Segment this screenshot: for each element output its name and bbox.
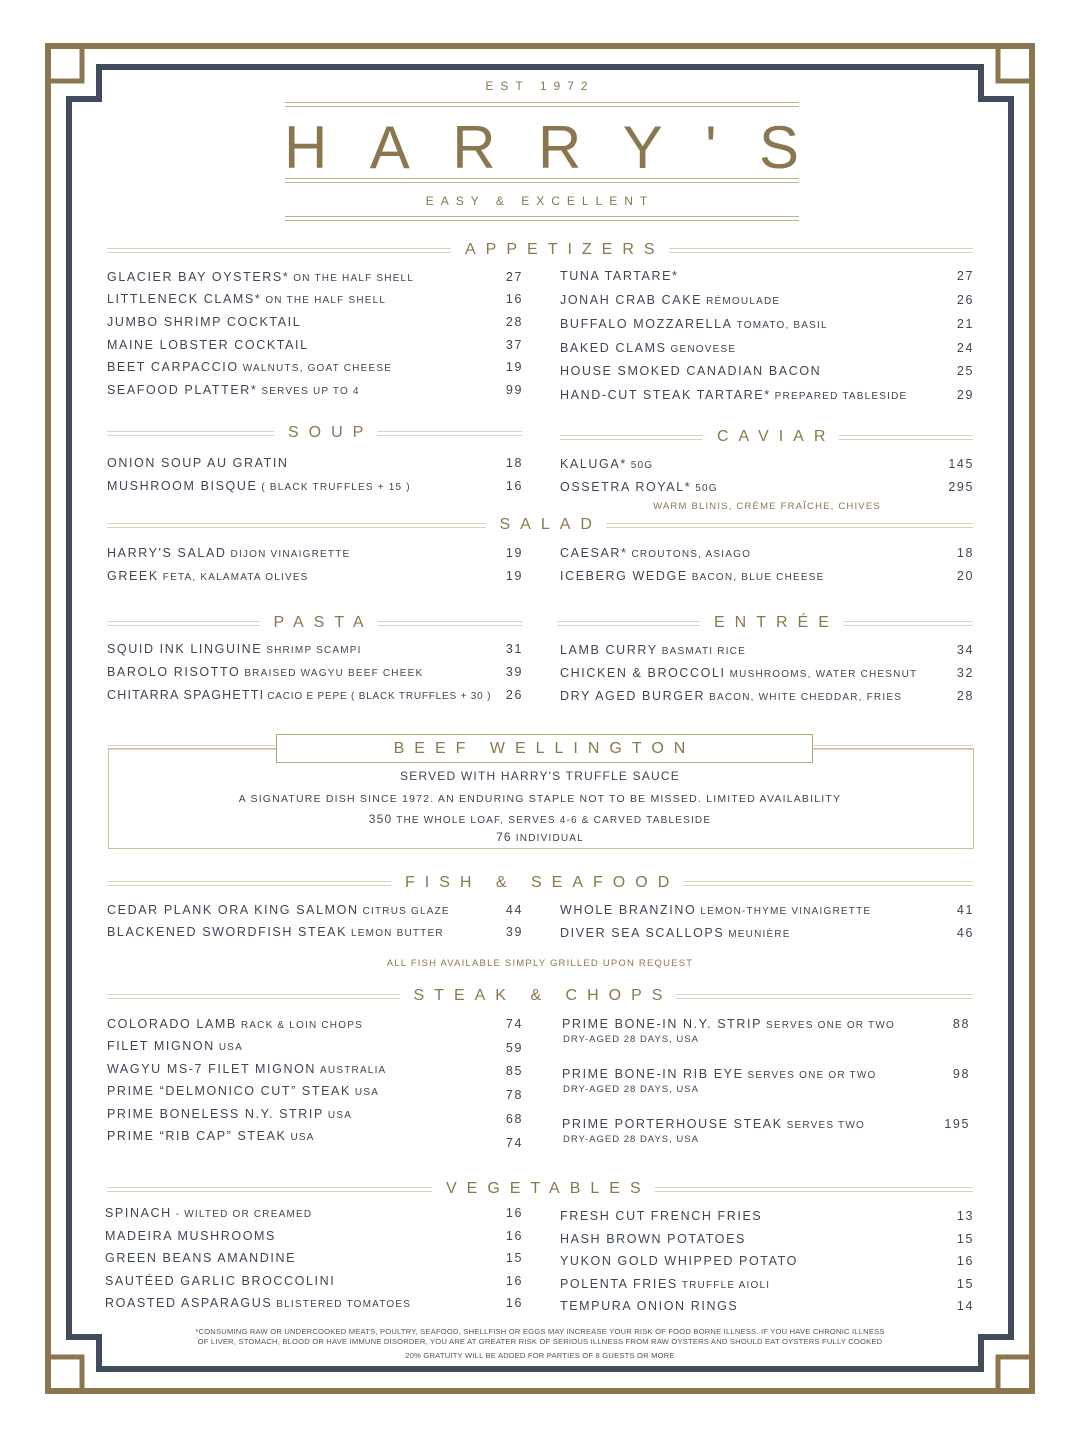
item-price: 99 <box>505 383 523 397</box>
menu-item <box>107 479 523 497</box>
menu-item <box>107 569 523 587</box>
divider <box>285 102 799 107</box>
item-label <box>107 383 360 397</box>
item-description: GENOVESE <box>670 344 737 355</box>
item-description: - WILTED OR CREAMED <box>175 1209 313 1220</box>
item-price: 15 <box>956 1277 974 1291</box>
item-description: SERVES TWO <box>786 1120 865 1131</box>
menu-item <box>560 1277 974 1295</box>
item-name: MADEIRA MUSHROOMS <box>105 1229 276 1243</box>
item-description: ON THE HALF SHELL <box>293 273 415 284</box>
item-label <box>560 364 821 378</box>
item-label <box>107 315 301 329</box>
menu-item <box>107 1129 523 1150</box>
item-subtext: DRY-AGED 28 DAYS, USA <box>563 1134 699 1145</box>
divider <box>107 523 486 528</box>
item-description: DIJON VINAIGRETTE <box>230 549 351 560</box>
menu-item <box>560 666 974 684</box>
divider <box>683 881 973 886</box>
beef-wellington-title: BEEF WELLINGTON <box>276 734 813 763</box>
section-title: SOUP <box>288 424 374 441</box>
item-label <box>105 1206 312 1220</box>
item-description: LEMON-THYME VINAIGRETTE <box>700 906 872 917</box>
menu-item <box>562 1067 970 1095</box>
item-description: FETA, KALAMATA OLIVES <box>162 572 309 583</box>
item-price: 34 <box>956 643 974 657</box>
divider <box>606 523 973 528</box>
item-description: BACON, BLUE CHEESE <box>691 572 825 583</box>
menu-item <box>560 480 974 498</box>
item-label <box>107 925 444 939</box>
item-price: 29 <box>956 388 974 402</box>
section-title: PASTA <box>273 614 374 631</box>
item-description: CROUTONS, ASIAGO <box>631 549 752 560</box>
item-label <box>107 479 411 493</box>
item-price: 39 <box>505 665 523 679</box>
item-description: BRAISED WAGYU BEEF CHEEK <box>244 668 424 679</box>
item-label <box>560 643 746 657</box>
item-price: 85 <box>505 1064 523 1078</box>
item-name: SPINACH <box>105 1206 172 1220</box>
divider <box>285 178 799 183</box>
item-price: 98 <box>952 1067 970 1081</box>
item-name: MAINE LOBSTER COCKTAIL <box>107 338 309 352</box>
item-name: PRIME “DELMONICO CUT” STEAK <box>107 1084 351 1098</box>
menu-item <box>107 688 523 706</box>
item-price: 19 <box>505 569 523 583</box>
item-name: HASH BROWN POTATOES <box>560 1232 746 1246</box>
item-description: CITRUS GLAZE <box>362 906 450 917</box>
menu-item <box>560 643 974 661</box>
item-name: WHOLE BRANZINO <box>560 903 697 917</box>
item-price: 37 <box>505 338 523 352</box>
item-price: 32 <box>956 666 974 680</box>
menu-item <box>560 1254 974 1272</box>
item-price: 14 <box>956 1299 974 1313</box>
item-name: FRESH CUT FRENCH FRIES <box>560 1209 763 1223</box>
item-label <box>560 546 751 560</box>
divider <box>560 435 703 440</box>
item-price: 31 <box>505 642 523 656</box>
item-label <box>560 1232 746 1246</box>
item-name: BAROLO RISOTTO <box>107 665 241 679</box>
menu-item <box>560 317 974 335</box>
menu-item <box>107 903 523 921</box>
item-name: BAKED CLAMS <box>560 341 667 355</box>
item-name: FILET MIGNON <box>107 1039 215 1053</box>
item-price: 19 <box>505 360 523 374</box>
item-label <box>107 569 309 583</box>
item-name: CAESAR* <box>560 546 628 560</box>
item-description: BLISTERED TOMATOES <box>276 1299 412 1310</box>
item-label <box>562 1017 895 1031</box>
item-label <box>560 689 902 703</box>
section-header-fish <box>107 873 973 893</box>
item-price: 20 <box>956 569 974 583</box>
item-description: SERVES ONE OR TWO <box>747 1070 877 1081</box>
item-price: 88 <box>952 1017 970 1031</box>
item-subtext: DRY-AGED 28 DAYS, USA <box>563 1084 699 1095</box>
section-title: APPETIZERS <box>465 241 665 258</box>
item-label <box>560 1277 770 1291</box>
menu-item <box>107 665 523 683</box>
item-price: 41 <box>956 903 974 917</box>
divider <box>107 248 451 253</box>
menu-item <box>560 293 974 311</box>
item-name: ROASTED ASPARAGUS <box>105 1296 273 1310</box>
established-year: EST 1972 <box>485 79 595 93</box>
section-title: VEGETABLES <box>446 1180 651 1197</box>
menu-item <box>107 456 523 474</box>
menu-item <box>105 1274 523 1292</box>
menu-item <box>107 1017 523 1035</box>
item-price: 26 <box>956 293 974 307</box>
item-description: TOMATO, BASIL <box>736 320 828 331</box>
item-price: 68 <box>505 1112 523 1126</box>
menu-item <box>107 642 523 660</box>
item-label <box>105 1274 335 1288</box>
beef-wellington-whole <box>0 812 1080 826</box>
item-name: PRIME BONELESS N.Y. STRIP <box>107 1107 324 1121</box>
menu-item <box>560 689 974 707</box>
section-title: CAVIAR <box>717 428 836 445</box>
item-price: 24 <box>956 341 974 355</box>
item-label <box>107 1084 379 1098</box>
menu-item <box>560 364 974 382</box>
item-label <box>562 1067 877 1081</box>
caviar-note: WARM BLINIS, CRÈME FRAÎCHE, CHIVES <box>653 501 881 512</box>
menu-item <box>105 1206 523 1224</box>
beef-wellington-individual <box>0 830 1080 844</box>
item-price: 21 <box>956 317 974 331</box>
divider <box>107 1187 432 1192</box>
footer-warning-1: *CONSUMING RAW OR UNDERCOOKED MEATS, POULTRY, SEAFOOD, SHELLFISH OR EGGS MAY INCREASE YOUR RISK OF FOOD BORNE ILLNESS. IF YOU HAVE CHRONIC ILLNESS <box>195 1327 885 1336</box>
item-description: USA <box>290 1132 315 1143</box>
item-description: 50G <box>695 483 718 494</box>
section-title: SALAD <box>499 516 602 533</box>
item-label <box>107 642 362 656</box>
menu-item <box>560 569 974 587</box>
item-label <box>107 1039 243 1053</box>
menu-item <box>105 1251 523 1269</box>
item-description: MUSHROOMS, WATER CHESNUT <box>729 669 918 680</box>
item-name: GREEN BEANS AMANDINE <box>105 1251 297 1265</box>
menu-item <box>560 546 974 564</box>
divider <box>839 435 973 440</box>
item-price: 26 <box>505 688 523 702</box>
item-price: 74 <box>505 1136 523 1150</box>
item-price: 16 <box>505 1206 523 1220</box>
beef-wellington-sauce: SERVED WITH HARRY'S TRUFFLE SAUCE <box>400 769 680 783</box>
section-title: FISH & SEAFOOD <box>405 874 680 891</box>
divider <box>557 621 700 626</box>
divider <box>107 621 260 626</box>
section-title: ENTRÉE <box>714 614 839 631</box>
item-name: BLACKENED SWORDFISH STEAK <box>107 925 348 939</box>
menu-item <box>560 388 974 406</box>
item-price: 295 <box>948 480 974 494</box>
item-price: 195 <box>944 1117 970 1131</box>
item-name: YUKON GOLD WHIPPED POTATO <box>560 1254 798 1268</box>
item-name: TEMPURA ONION RINGS <box>560 1299 739 1313</box>
item-label <box>105 1251 296 1265</box>
item-price: 46 <box>956 926 974 940</box>
item-name: SEAFOOD PLATTER* <box>107 383 258 397</box>
item-description: WALNUTS, GOAT CHEESE <box>242 363 393 374</box>
item-price: 16 <box>505 1274 523 1288</box>
menu-item <box>560 1209 974 1227</box>
divider <box>378 621 522 626</box>
item-label <box>107 688 491 702</box>
item-price: 28 <box>505 315 523 329</box>
item-price: 25 <box>956 364 974 378</box>
item-label <box>107 1062 386 1076</box>
item-name: OSSETRA ROYAL* <box>560 480 692 494</box>
item-label <box>560 341 736 355</box>
item-name: LAMB CURRY <box>560 643 658 657</box>
divider <box>676 994 973 999</box>
section-header-vegetables <box>107 1179 973 1199</box>
section-header-soup <box>107 423 522 443</box>
item-name: BUFFALO MOZZARELLA <box>560 317 733 331</box>
item-description: BACON, WHITE CHEDDAR, FRIES <box>709 692 903 703</box>
menu-item <box>107 338 523 356</box>
section-header-salad <box>107 515 973 535</box>
item-price: 15 <box>956 1232 974 1246</box>
menu-item <box>107 315 523 333</box>
item-label <box>560 1209 762 1223</box>
item-price: 19 <box>505 546 523 560</box>
item-label <box>105 1296 411 1310</box>
divider <box>669 248 973 253</box>
menu-item <box>560 457 974 475</box>
item-description: LEMON BUTTER <box>351 928 444 939</box>
item-name: BEET CARPACCIO <box>107 360 239 374</box>
item-price: 59 <box>505 1041 523 1055</box>
item-label <box>107 338 309 352</box>
item-label <box>560 569 825 583</box>
menu-item <box>107 383 523 401</box>
item-description: ON THE HALF SHELL <box>265 295 387 306</box>
divider <box>107 431 274 436</box>
divider <box>813 745 973 750</box>
item-name: HOUSE SMOKED CANADIAN BACON <box>560 364 822 378</box>
item-name: TUNA TARTARE* <box>560 269 679 283</box>
divider <box>843 621 973 626</box>
item-label <box>107 1129 315 1143</box>
menu-item <box>107 1084 523 1102</box>
item-price: 16 <box>505 1296 523 1310</box>
item-description: ( BLACK TRUFFLES + 15 ) <box>261 482 411 493</box>
menu-item <box>562 1017 970 1045</box>
menu-item <box>107 360 523 378</box>
item-name: KALUGA* <box>560 457 627 471</box>
item-price: 78 <box>505 1088 523 1102</box>
item-name: SAUTÉED GARLIC BROCCOLINI <box>105 1274 336 1288</box>
item-label <box>560 293 780 307</box>
item-description: RACK & LOIN CHOPS <box>240 1020 363 1031</box>
item-label <box>107 1107 352 1121</box>
menu-item <box>107 925 523 943</box>
item-label <box>560 388 907 402</box>
item-name: SQUID INK LINGUINE <box>107 642 263 656</box>
item-label <box>107 292 386 306</box>
item-label <box>107 665 423 679</box>
item-label <box>560 457 653 471</box>
item-name: PRIME PORTERHOUSE STEAK <box>562 1117 783 1131</box>
item-price: 27 <box>956 269 974 283</box>
menu-item <box>107 292 523 310</box>
item-label <box>560 480 718 494</box>
item-description: BASMATI RICE <box>661 646 746 657</box>
divider <box>107 994 400 999</box>
tagline: EASY & EXCELLENT <box>425 194 655 208</box>
footer-gratuity: 20% GRATUITY WILL BE ADDED FOR PARTIES OF 8 GUESTS OR MORE <box>405 1351 675 1360</box>
item-name: GREEK <box>107 569 159 583</box>
item-price: 145 <box>948 457 974 471</box>
item-description: AUSTRALIA <box>320 1065 387 1076</box>
item-label <box>562 1117 865 1131</box>
item-label <box>560 926 791 940</box>
menu-item <box>562 1117 970 1145</box>
item-label <box>107 270 414 284</box>
item-label <box>560 666 917 680</box>
item-name: JUMBO SHRIMP COCKTAIL <box>107 315 302 329</box>
item-name: PRIME BONE-IN N.Y. STRIP <box>562 1017 763 1031</box>
item-price: 13 <box>956 1209 974 1223</box>
menu-item <box>560 926 974 944</box>
section-header-appetizers <box>107 240 973 260</box>
item-price: 39 <box>505 925 523 939</box>
beef-wellington-description: A SIGNATURE DISH SINCE 1972. AN ENDURING STAPLE NOT TO BE MISSED. LIMITED AVAILABILITY <box>238 793 842 805</box>
item-name: WAGYU MS-7 FILET MIGNON <box>107 1062 317 1076</box>
item-name: HAND-CUT STEAK TARTARE* <box>560 388 771 402</box>
menu-item <box>560 1299 974 1317</box>
footer-warning-2: OF LIVER, STOMACH, BLOOD OR HAVE IMMUNE DISORDER, YOU ARE AT GREATER RISK OF SERIOUS ILLNESS FROM RAW OYSTERS AND SHOULD EAT OYSTERS FULLY COOKED <box>197 1337 883 1346</box>
item-price: 44 <box>505 903 523 917</box>
item-subtext: DRY-AGED 28 DAYS, USA <box>563 1034 699 1045</box>
item-description: 50G <box>630 460 654 471</box>
item-name: ICEBERG WEDGE <box>560 569 688 583</box>
item-description: USA <box>354 1087 380 1098</box>
item-label <box>560 1254 798 1268</box>
item-name: JONAH CRAB CAKE <box>560 293 703 307</box>
item-name: CHITARRA SPAGHETTI <box>107 688 265 702</box>
item-label <box>560 903 871 917</box>
individual-desc: INDIVIDUAL <box>515 833 584 844</box>
item-label <box>560 269 679 283</box>
item-description: CACIO E PEPE ( BLACK TRUFFLES + 30 ) <box>267 691 492 702</box>
menu-item <box>560 903 974 921</box>
item-description: USA <box>218 1042 244 1053</box>
menu-item <box>560 1232 974 1250</box>
menu-item <box>560 269 974 287</box>
item-price: 16 <box>505 1229 523 1243</box>
section-header-pasta <box>107 613 522 633</box>
item-label <box>107 1017 363 1031</box>
item-description: SERVES UP TO 4 <box>261 386 360 397</box>
item-label <box>107 456 289 470</box>
item-price: 16 <box>505 479 523 493</box>
item-description: SHRIMP SCAMPI <box>266 645 362 656</box>
whole-price: 350 <box>368 812 393 826</box>
divider <box>285 216 799 221</box>
menu-item <box>560 341 974 359</box>
individual-price: 76 <box>496 830 512 844</box>
item-description: PREPARED TABLESIDE <box>774 391 908 402</box>
item-name: CHICKEN & BROCCOLI <box>560 666 726 680</box>
fish-note: ALL FISH AVAILABLE SIMPLY GRILLED UPON REQUEST <box>386 958 694 969</box>
section-title: STEAK & CHOPS <box>413 987 673 1004</box>
item-price: 18 <box>505 456 523 470</box>
item-description: TRUFFLE AIOLI <box>681 1280 771 1291</box>
section-header-caviar <box>560 427 973 447</box>
item-price: 18 <box>956 546 974 560</box>
section-header-entree <box>557 613 973 633</box>
item-description: MEUNIÈRE <box>728 929 791 940</box>
divider <box>377 431 522 436</box>
item-description: RÉMOULADE <box>706 296 781 307</box>
menu-item <box>105 1229 523 1247</box>
section-header-steak <box>107 986 973 1006</box>
menu-item <box>105 1296 523 1314</box>
whole-desc: THE WHOLE LOAF, SERVES 4-6 & CARVED TABLESIDE <box>396 815 712 826</box>
item-label <box>560 1299 738 1313</box>
item-name: MUSHROOM BISQUE <box>107 479 258 493</box>
item-description: SERVES ONE OR TWO <box>766 1020 895 1031</box>
menu-item <box>107 1107 523 1125</box>
item-description: USA <box>327 1110 353 1121</box>
item-name: CEDAR PLANK ORA KING SALMON <box>107 903 359 917</box>
item-label <box>107 360 392 374</box>
item-price: 27 <box>505 270 523 284</box>
item-name: ONION SOUP AU GRATIN <box>107 456 289 470</box>
item-price: 15 <box>505 1251 523 1265</box>
item-price: 16 <box>956 1254 974 1268</box>
menu-item <box>107 1039 523 1057</box>
item-name: DRY AGED BURGER <box>560 689 706 703</box>
item-label <box>107 903 450 917</box>
item-name: POLENTA FRIES <box>560 1277 678 1291</box>
item-price: 28 <box>956 689 974 703</box>
logo-text: HARRY'S <box>284 114 799 176</box>
item-name: DIVER SEA SCALLOPS <box>560 926 725 940</box>
divider <box>108 745 276 750</box>
menu-item <box>107 546 523 564</box>
item-price: 74 <box>505 1017 523 1031</box>
menu-item <box>107 270 523 288</box>
logo <box>280 112 805 176</box>
item-label <box>107 546 350 560</box>
menu-item <box>107 1062 523 1080</box>
item-label <box>560 317 828 331</box>
item-label <box>105 1229 276 1243</box>
item-name: COLORADO LAMB <box>107 1017 237 1031</box>
item-name: GLACIER BAY OYSTERS* <box>107 270 290 284</box>
item-name: PRIME “RIB CAP” STEAK <box>107 1129 287 1143</box>
item-name: PRIME BONE-IN RIB EYE <box>562 1067 744 1081</box>
item-price: 16 <box>505 292 523 306</box>
item-name: HARRY'S SALAD <box>107 546 227 560</box>
divider <box>107 881 391 886</box>
divider <box>655 1187 973 1192</box>
item-name: LITTLENECK CLAMS* <box>107 292 262 306</box>
